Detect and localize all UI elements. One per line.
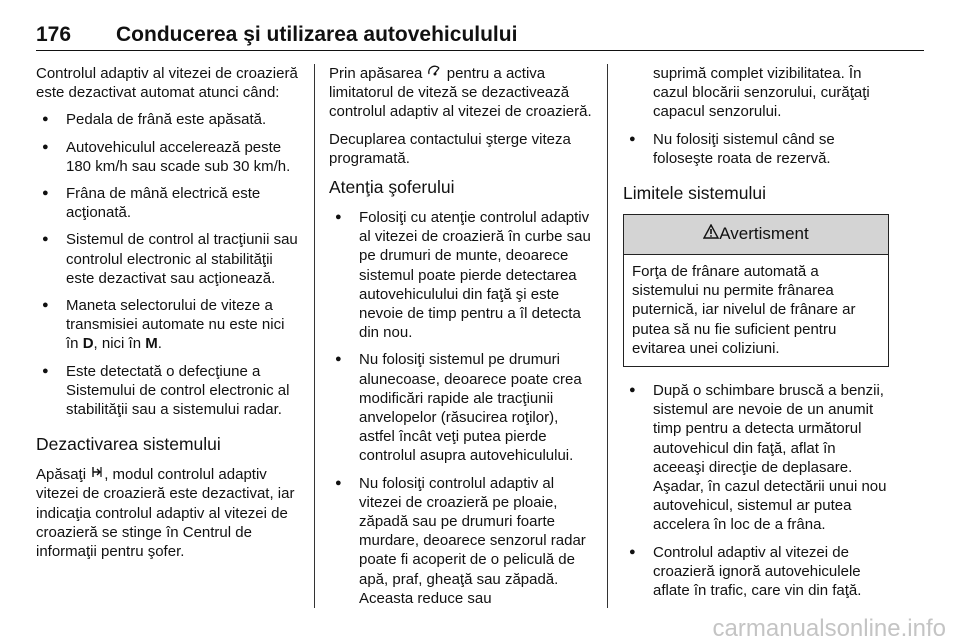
warning-triangle-icon: [703, 223, 719, 245]
gear-m-label: M: [145, 335, 158, 353]
deactivation-paragraph: [36, 465, 300, 561]
deactivation-list: [36, 110, 300, 419]
list-item: ● Nu folosiţi sistemul când se foloseşte roata de rezervă.: [623, 130, 889, 168]
paragraph-text: Apăsaţi: [36, 466, 91, 484]
list-item: ● Frâna de mână electrică este acţionată.: [36, 184, 300, 222]
page-header: [36, 22, 924, 51]
list-item-text: Maneta selectorului de viteze a transmisiei automate nu este nici în: [66, 297, 285, 353]
spare-wheel-list: [623, 130, 889, 168]
section-heading: Atenţia şoferului: [329, 177, 455, 198]
paragraph-text: Prin apăsarea: [329, 65, 427, 82]
cruise-off-icon: [90, 465, 104, 484]
attention-list: [329, 208, 593, 608]
list-item: ● Controlul adaptiv al vitezei de croazieră ignoră autovehiculele aflate în trafic, care vin din faţă.: [623, 543, 889, 601]
warning-box: [623, 214, 889, 367]
list-item: ● Nu folosiţi controlul adaptiv al vitezei de croazieră pe ploaie, zăpadă sau pe drumuri foarte murdare, deoarece senzorul radar poate fi acoperit de o peliculă de apă, praf, gheaţă sau zăpadă. Aceasta reduce sau: [329, 474, 593, 608]
list-item: ● După o schimbare bruscă a benzii, sistemul are nevoie de un anumit timp pentru a detecta următorul autovehicul din faţă, aflat în aceeaşi direcţie de deplasare. Aşadar, în cazul detectării unui nou autovehicul, sistemul ar putea accelera în loc de a frâna.: [623, 381, 889, 535]
section-heading: Limitele sistemului: [623, 183, 766, 204]
limits-list: [623, 381, 889, 600]
column-2: [329, 64, 593, 616]
section-heading: Dezactivarea sistemului: [36, 434, 221, 455]
list-item: ● Sistemul de control al tracţiunii sau controlul electronic al stabilităţii este dezactivat sau acţionează.: [36, 230, 300, 288]
paragraph-text: , modul controlul adaptiv vitezei de croazieră este dezactivat, iar indicaţia controlul adaptiv al vitezei de croazieră se stinge în Centrul de informaţii pentru şofer.: [36, 466, 295, 561]
list-item-continuation: suprimă complet vizibilitatea. În cazul blocării senzorului, curăţaţi capacul senzorului.: [653, 65, 870, 121]
continued-list: [623, 64, 889, 122]
column-divider: [607, 64, 608, 608]
column-3: [623, 64, 889, 608]
page-title: Conducerea şi utilizarea autovehiculului: [116, 23, 518, 46]
list-item: ● Pedala de frână este apăsată.: [36, 110, 300, 129]
paragraph-text: pentru a activa limitatorul de viteză se dezactivează controlul adaptiv al vitezei de croazieră.: [329, 65, 592, 121]
ignition-paragraph: Decuplarea contactului şterge viteza programată.: [329, 130, 571, 167]
column-divider: [314, 64, 315, 608]
cruise-cancel-icon: [427, 64, 443, 83]
limiter-paragraph: [329, 64, 593, 122]
column-1: [36, 64, 300, 569]
gear-d-label: D: [82, 335, 94, 353]
watermark: carmanualsonline.info: [712, 615, 946, 642]
list-item: [36, 296, 300, 354]
warning-title: Avertisment: [719, 224, 809, 244]
warning-text: Forţa de frânare automată a sistemului nu permite frânarea puternică, iar nivelul de frânare ar putea să nu fie suficient pentru evitarea unei coliziuni.: [632, 263, 856, 357]
list-item-text: , nici în: [93, 335, 146, 353]
list-item: ● Este detectată o defecţiune a Sistemului de control electronic al stabilităţii sau a sistemului radar.: [36, 362, 300, 420]
list-item: ● Autovehiculul accelerează peste 180 km/h sau scade sub 30 km/h.: [36, 138, 300, 176]
warning-header: [624, 215, 888, 255]
list-item: ● Nu folosiţi sistemul pe drumuri alunecoase, deoarece poate crea modificări rapide ale tracţiunii anvelopelor (răsucirea roţilor), astfel încât veţi putea pierde controlul asupra autovehiculului.: [329, 350, 593, 465]
page-number: 176: [36, 23, 72, 46]
intro-paragraph: Controlul adaptiv al vitezei de croazieră este dezactivat automat atunci când:: [36, 65, 298, 102]
list-item-text: .: [157, 335, 162, 353]
list-item: ● Folosiţi cu atenţie controlul adaptiv al vitezei de croazieră în curbe sau pe drumuri de munte, deoarece sistemul poate pierde detectarea autovehiculului din faţă şi este nevoie de timp pentru a îl detecta din nou.: [329, 208, 593, 342]
